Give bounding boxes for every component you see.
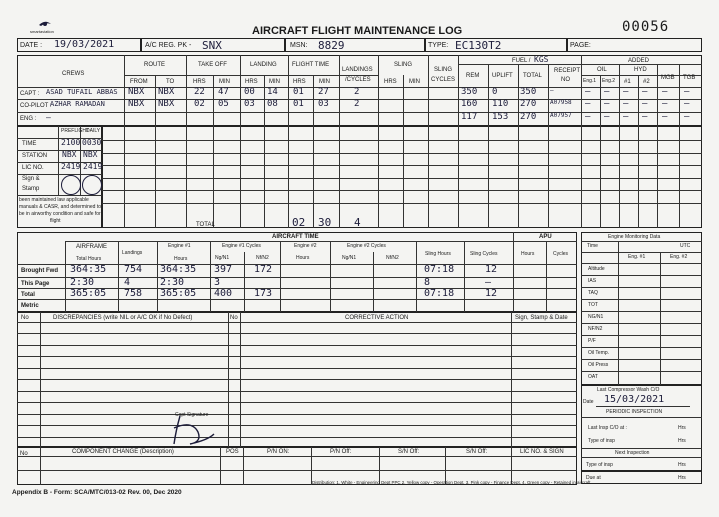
next-type-insp-label: Type of insp <box>586 462 613 468</box>
corrective-action-header: CORRECTIVE ACTION <box>345 315 409 321</box>
hyd-2[interactable]: — <box>642 87 648 97</box>
pos-header: POS <box>226 449 239 455</box>
landing-min[interactable]: 08 <box>267 99 278 109</box>
mgb-header: MGB <box>661 75 675 81</box>
tgb[interactable]: — <box>684 99 690 109</box>
hyd-1[interactable]: — <box>623 87 629 97</box>
apu-hours-header: Hours <box>521 251 535 257</box>
type-insp-hrs: Hrs <box>678 438 686 444</box>
sling-hours-header: Sling Hours <box>425 251 451 257</box>
flight-hrs[interactable]: 01 <box>293 87 304 97</box>
fuel-rem[interactable]: 117 <box>461 112 478 122</box>
sn-off-header-1: S/N Off: <box>398 449 420 455</box>
fuel-total[interactable]: 270 <box>520 99 537 109</box>
oil-eng2-header: Eng.2 <box>602 78 616 84</box>
periodic-inspection-title: PERIODIC INSPECTION <box>606 409 663 415</box>
time-preflight[interactable]: 2100 <box>61 138 81 147</box>
crew-name-engineer[interactable]: — <box>46 113 51 122</box>
monitoring-label: P/F <box>588 338 596 344</box>
aircraft-time-title: AIRCRAFT TIME <box>272 234 319 240</box>
sling-cycles[interactable]: — <box>485 277 492 288</box>
fuel-uplift[interactable]: 153 <box>492 112 509 122</box>
date-label: DATE : <box>20 42 43 49</box>
pn-on-header: P/N ON: <box>267 449 290 455</box>
aircraft-time-row-label: This Page <box>21 281 50 287</box>
total-flight-min[interactable]: 30 <box>318 216 332 229</box>
aircraft-time-row-label: Brought Fwd <box>21 268 58 274</box>
mgb[interactable]: — <box>662 112 668 122</box>
airframe-landings[interactable]: 754 <box>124 264 143 275</box>
crew-role-copilot: CO-PILOT : <box>20 103 52 109</box>
type-insp-label: Type of insp <box>588 438 615 444</box>
hyd-header: HYD <box>634 67 647 73</box>
takeoff-min[interactable]: 05 <box>218 99 229 109</box>
fuel-total[interactable]: 350 <box>520 87 537 97</box>
compressor-wash-label: Last Compressor Wash C/O <box>597 387 660 393</box>
tgb-header: TGB <box>683 75 696 81</box>
cert-text-3: be in airworthy condition and safe for <box>19 211 101 217</box>
engine2-nf-header: Nf/N2 <box>386 255 399 261</box>
crews-header: CREWS <box>62 71 85 77</box>
total-hours-header: Total Hours <box>76 256 102 262</box>
sling-cycles-header-2: CYCLES <box>431 77 456 83</box>
crew-name-captain[interactable]: ASAD TUFAIL ABBAS <box>46 88 118 96</box>
preflight-header: PREFLIGHT <box>61 128 90 134</box>
flight-from[interactable]: NBX <box>128 87 145 97</box>
component-no-header: No <box>20 451 28 457</box>
apu-cycles-header: Cycles <box>553 251 569 257</box>
flight-time-hrs-header: HRS <box>293 79 306 85</box>
appendix-form-ref: Appendix B - Form: SCA/MTC/013-02 Rev. 00, Dec 2020 <box>12 489 182 496</box>
sling-cycles[interactable]: 12 <box>485 264 498 275</box>
fuel-uplift[interactable]: 0 <box>492 87 498 97</box>
take-off-header: TAKE OFF <box>198 62 227 68</box>
corrective-no-header: No <box>230 315 238 321</box>
total-header: TOTAL <box>523 73 542 79</box>
engine1-ng[interactable]: 400 <box>214 288 233 299</box>
route-header: ROUTE <box>144 62 165 68</box>
ac-reg-label: A/C REG. PK - <box>145 42 192 49</box>
page-title: AIRCRAFT FLIGHT MAINTENANCE LOG <box>252 25 463 37</box>
sling-min-header: MIN <box>409 79 420 85</box>
oil-eng2[interactable]: — <box>604 87 610 97</box>
logo-text: smartaviation <box>30 29 54 34</box>
type-label: TYPE: <box>428 42 449 49</box>
added-header: ADDED <box>628 58 650 64</box>
landing-hrs-header: HRS <box>245 79 258 85</box>
monitoring-time-label: Time <box>587 243 598 249</box>
monitoring-label: TOT <box>588 302 598 308</box>
airframe-hours[interactable]: 2:30 <box>70 277 95 288</box>
engine1-ng[interactable]: 397 <box>214 264 233 275</box>
engine2-ng-header: Ng/N1 <box>342 255 357 261</box>
due-at-hrs: Hrs <box>678 475 686 481</box>
date-value[interactable]: 19/03/2021 <box>54 39 115 50</box>
cycles-header: /CYCLES <box>345 77 371 83</box>
stamp-label: Stamp <box>22 186 40 192</box>
engine1-hours[interactable]: 364:35 <box>160 264 197 275</box>
monitoring-label: OAT <box>588 374 598 380</box>
next-type-insp-hrs: Hrs <box>678 462 686 468</box>
monitoring-label: TAQ <box>588 290 598 296</box>
crew-role-engineer: ENG : <box>20 116 37 122</box>
wash-date-label: Date <box>583 399 594 405</box>
station-label: STATION <box>22 153 48 159</box>
landings-count[interactable]: 2 <box>354 99 360 109</box>
engine1-hours-header: Hours <box>174 256 188 262</box>
monitoring-title: Engine Monitoring Data <box>608 234 661 240</box>
monitoring-label: NF/N2 <box>588 326 603 332</box>
cert-text-2: manuals & CASR, and determined to <box>19 204 101 210</box>
to-header: TO <box>166 79 175 85</box>
tgb[interactable]: — <box>684 112 690 122</box>
receipt-header: RECEIPT <box>554 68 581 74</box>
mgb[interactable]: — <box>662 87 668 97</box>
landing-header: LANDING <box>250 62 277 68</box>
monitoring-eng1-header: Eng. #1 <box>628 254 646 260</box>
fuel-rem[interactable]: 350 <box>461 87 478 97</box>
component-change-header: COMPONENT CHANGE (Description) <box>72 449 174 455</box>
type-value[interactable]: EC130T2 <box>455 39 502 52</box>
take-off-min-header: MIN <box>219 79 230 85</box>
lic-sign-header: LIC NO. & SIGN <box>520 449 564 455</box>
fuel-receipt[interactable]: — <box>550 87 554 94</box>
monitoring-label: Oil Temp. <box>588 350 610 356</box>
discrepancy-no-header: No <box>21 315 29 321</box>
aircraft-time-row-label: Total <box>21 292 35 298</box>
engine2-header: Engine #2 <box>294 243 317 249</box>
oil-eng1-header: Eng.1 <box>583 78 597 84</box>
stamp-seal-icon <box>82 175 102 195</box>
log-number: 00056 <box>622 19 670 35</box>
monitoring-label: NG/N1 <box>588 314 604 320</box>
landing-min-header: MIN <box>269 79 280 85</box>
airframe-landings[interactable]: 758 <box>124 288 143 299</box>
flight-min[interactable]: 03 <box>318 99 329 109</box>
flight-time-min-header: MIN <box>319 79 330 85</box>
sling-cycles-header-at: Sling Cycles <box>470 251 498 257</box>
sn-off-header-2: S/N Off: <box>466 449 488 455</box>
sling-hours[interactable]: 8 <box>424 277 431 288</box>
take-off-hrs-header: HRS <box>193 79 206 85</box>
landings-count[interactable]: 2 <box>354 87 360 97</box>
total-landings[interactable]: 4 <box>354 216 361 229</box>
discrepancies-header: DISCREPANCIES (write NIL or A/C OK if No Defect) <box>53 315 193 321</box>
flight-from[interactable]: NBX <box>128 99 145 109</box>
stamp-seal-icon <box>61 175 81 195</box>
fuel-unit: KGS <box>534 55 549 64</box>
engine1-ng-header: Ng/N1 <box>215 255 230 261</box>
capt-signature-label: Capt Signature <box>175 412 209 418</box>
oil-eng2[interactable]: — <box>604 99 610 109</box>
oil-eng1[interactable]: — <box>585 87 591 97</box>
sling-cycles-header-1: SLING <box>434 67 453 73</box>
due-at-label: Due at <box>586 475 601 481</box>
landings-header-at: Landings <box>122 250 143 256</box>
total-flight-hrs[interactable]: 02 <box>292 216 306 229</box>
flight-hrs[interactable]: 01 <box>293 99 304 109</box>
captain-signature-icon <box>168 414 218 448</box>
monitoring-utc-label: UTC <box>680 243 691 249</box>
receipt-no-header: NO <box>561 77 570 83</box>
monitoring-label: Altitude <box>588 266 605 272</box>
oil-eng1[interactable]: — <box>585 112 591 122</box>
crew-name-copilot[interactable]: AZHAR RAMADAN <box>50 100 105 108</box>
hyd-2-header: #2 <box>643 79 650 85</box>
from-header: FROM <box>130 79 148 85</box>
sling-cycles[interactable]: 12 <box>485 288 498 299</box>
oil-header: OIL <box>597 67 607 73</box>
msn-label: MSN: <box>290 42 308 49</box>
engine1-ng[interactable]: 3 <box>214 277 221 288</box>
oil-eng2[interactable]: — <box>604 112 610 122</box>
tgb[interactable]: — <box>684 87 690 97</box>
lic-preflight[interactable]: 2419 <box>61 162 81 171</box>
fuel-receipt[interactable]: A07958 <box>550 99 572 106</box>
monitoring-eng2-header: Eng. #2 <box>670 254 688 260</box>
flight-to[interactable]: NBX <box>158 87 175 97</box>
ac-reg-value[interactable]: SNX <box>202 39 222 52</box>
monitoring-label: IAS <box>588 278 597 284</box>
airframe-hours[interactable]: 364:35 <box>70 264 107 275</box>
engine1-header: Engine #1 <box>168 243 191 249</box>
flight-rows-blank <box>102 126 702 228</box>
sling-hrs-header: HRS <box>384 79 397 85</box>
sling-hours[interactable]: 07:18 <box>424 264 455 275</box>
sign-stamp-date-header: Sign, Stamp & Date <box>515 315 568 321</box>
station-preflight[interactable]: NBX <box>62 150 77 159</box>
landing-min[interactable]: 14 <box>267 87 278 97</box>
airframe-header: AIRFRAME <box>76 244 108 250</box>
fuel-total[interactable]: 270 <box>520 112 537 122</box>
lic-daily[interactable]: 2419 <box>83 162 103 171</box>
hyd-2[interactable]: — <box>642 112 648 122</box>
takeoff-min[interactable]: 47 <box>218 87 229 97</box>
engine1-hours[interactable]: 2:30 <box>160 277 185 288</box>
airframe-hours[interactable]: 365:05 <box>70 288 107 299</box>
apu-title: APU <box>539 234 552 240</box>
flight-to[interactable]: NBX <box>158 99 175 109</box>
landing-hrs[interactable]: 03 <box>244 99 255 109</box>
uplift-header: UPLIFT <box>492 73 513 79</box>
time-daily[interactable]: 0030 <box>82 138 102 147</box>
total-label: TOTAL <box>196 222 215 228</box>
engine1-nf[interactable]: 172 <box>254 264 273 275</box>
hyd-2[interactable]: — <box>642 99 648 109</box>
takeoff-hrs[interactable]: 22 <box>194 87 205 97</box>
aircraft-time-row-label: Metric <box>21 303 39 309</box>
last-insp-hrs: Hrs <box>678 425 686 431</box>
fuel-header: FUEL / <box>512 58 531 64</box>
engine1-cycles-header: Engine #1 Cycles <box>222 243 261 249</box>
oil-eng1[interactable]: — <box>585 99 591 109</box>
wash-date-value[interactable]: 15/03/2021 <box>604 394 665 405</box>
sling-hours[interactable]: 07:18 <box>424 288 455 299</box>
pn-off-header: P/N Off: <box>330 449 352 455</box>
hyd-1[interactable]: — <box>623 112 629 122</box>
takeoff-hrs[interactable]: 02 <box>194 99 205 109</box>
lic-label: LIC NO. <box>22 165 44 171</box>
cert-text-4: flight <box>50 218 61 224</box>
hyd-1-header: #1 <box>624 79 631 85</box>
fuel-receipt[interactable]: A07957 <box>550 112 572 119</box>
station-daily[interactable]: NBX <box>83 150 98 159</box>
sling-header: SLING <box>394 62 413 68</box>
engine2-cycles-header: Engine #2 Cycles <box>347 243 386 249</box>
engine1-hours[interactable]: 365:05 <box>160 288 197 299</box>
flight-time-header: FLIGHT TIME <box>292 62 330 68</box>
msn-value[interactable]: 8829 <box>318 39 345 52</box>
next-insp-title: Next Inspection <box>615 450 650 456</box>
fuel-rem[interactable]: 160 <box>461 99 478 109</box>
engine2-hours-header: Hours <box>296 255 310 261</box>
fuel-uplift[interactable]: 110 <box>492 99 509 109</box>
monitoring-label: Oil Press <box>588 362 609 368</box>
airframe-landings[interactable]: 4 <box>124 277 131 288</box>
sign-label: Sign & <box>22 176 40 182</box>
last-insp-label: Last Insp C/O at : <box>588 425 627 431</box>
engine1-nf-header: Nf/N2 <box>256 255 269 261</box>
landings-header: LANDINGS <box>342 67 373 73</box>
flight-min[interactable]: 27 <box>318 87 329 97</box>
page-label: PAGE: <box>570 42 591 49</box>
daily-header: DAILY <box>86 128 101 134</box>
mgb[interactable]: — <box>662 99 668 109</box>
rem-header: REM <box>466 73 480 79</box>
distribution-note: Distribution: 1. White - Engineering Dept PPC 2. Yellow copy - Operation Dept. 3. Pink copy - Finance Dept. 4. Green copy - Retained in aircraft <box>312 480 591 485</box>
hyd-1[interactable]: — <box>623 99 629 109</box>
engine1-nf[interactable]: 173 <box>254 288 273 299</box>
time-label: TIME <box>22 141 37 147</box>
cert-text-1: been maintained law applicable <box>19 197 89 203</box>
crew-role-captain: CAPT : <box>20 91 40 97</box>
landing-hrs[interactable]: 00 <box>244 87 255 97</box>
